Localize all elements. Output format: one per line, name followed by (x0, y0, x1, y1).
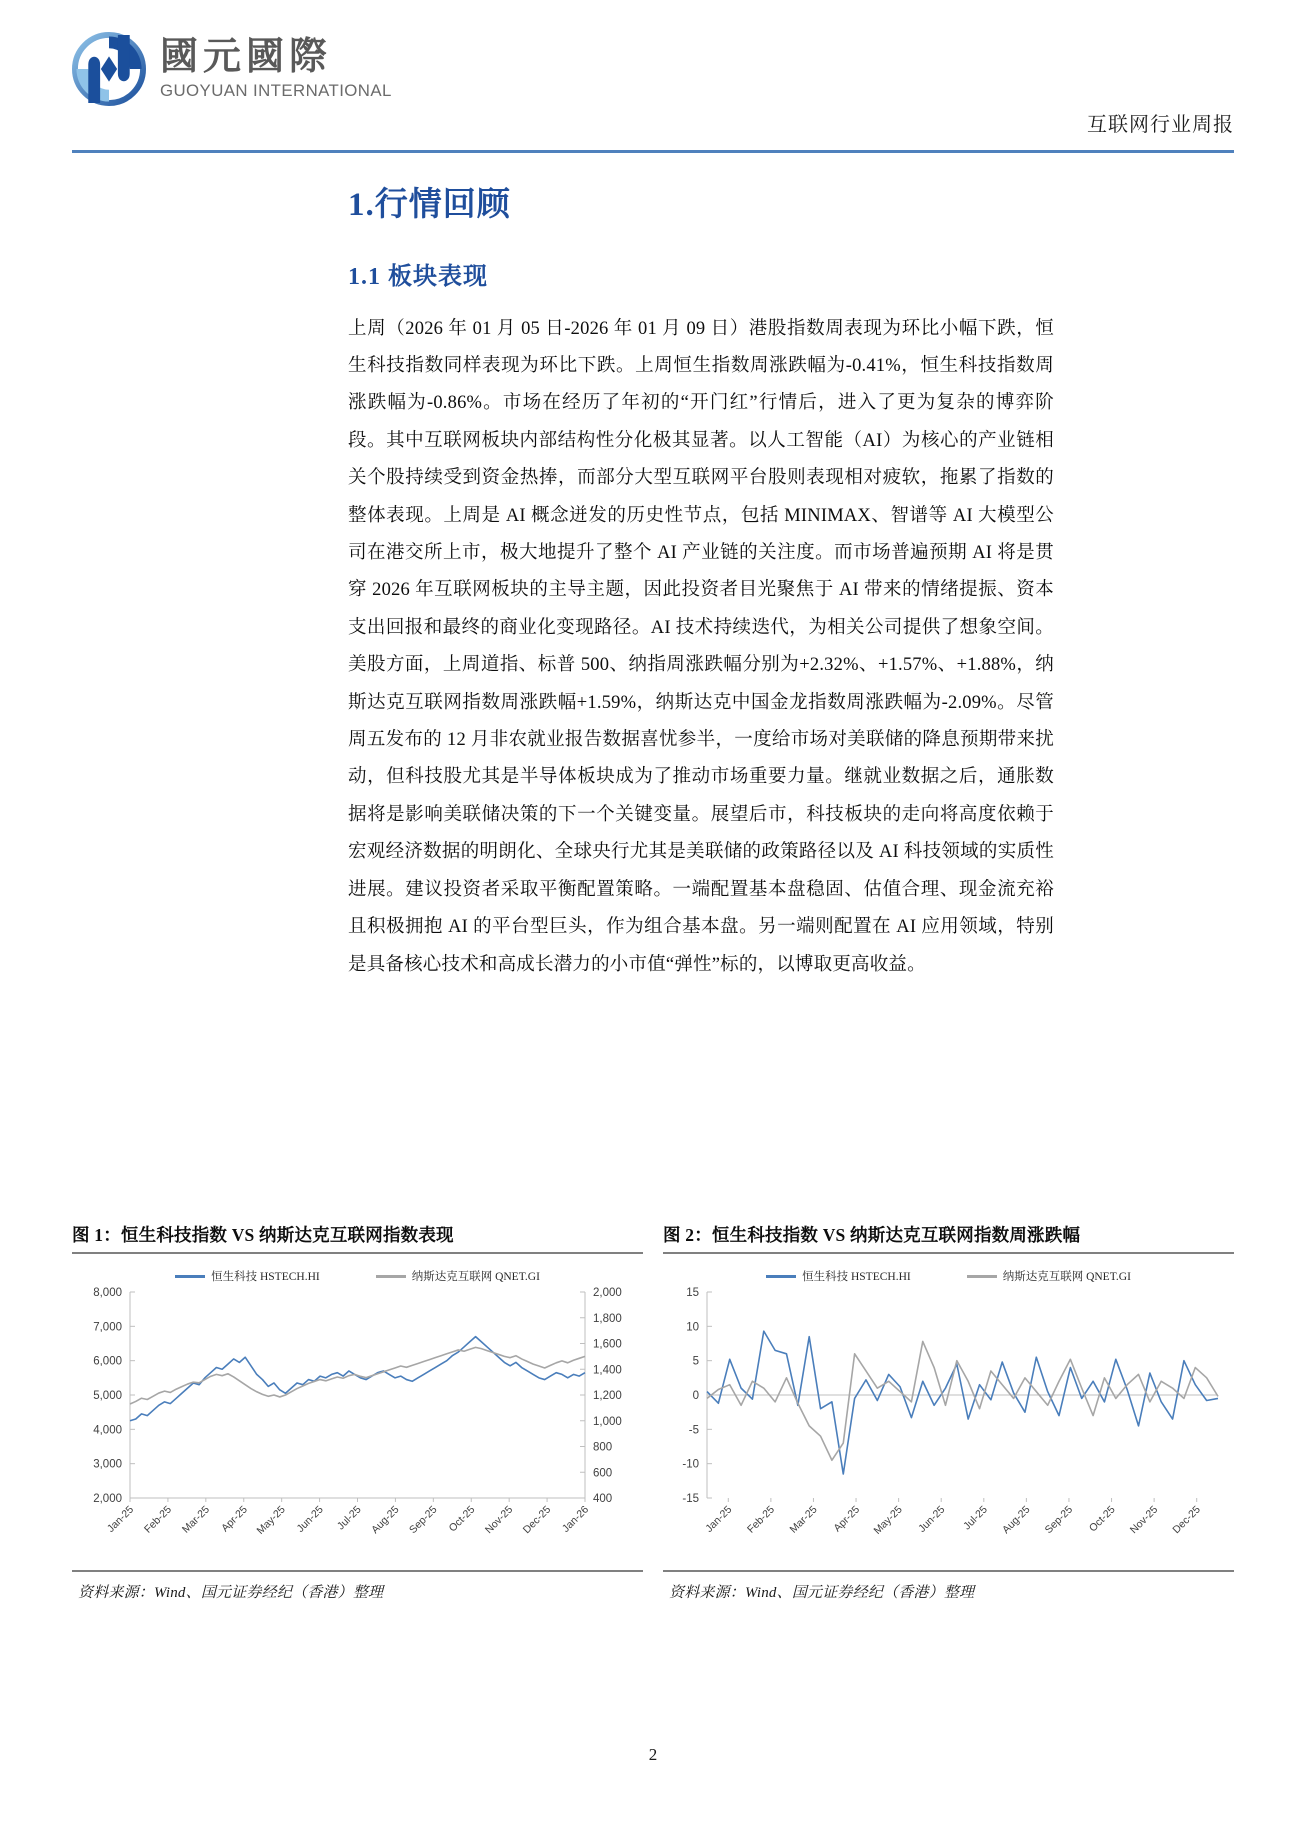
document-body (72, 160, 1234, 984)
svg-text:Jan-25: Jan-25 (703, 1503, 735, 1535)
svg-text:5: 5 (692, 1355, 699, 1368)
figure-2-legend (663, 1254, 1234, 1284)
figure-2-chart (663, 1252, 1234, 1572)
body-paragraph: 上周（2026 年 01 月 05 日-2026 年 01 月 09 日）港股指数周表现为环比小幅下跌，恒生科技指数同样表现为环比下跌。上周恒生指数周涨跌幅为-0.41%，恒生科技指数周涨跌幅为-0.86%。市场在经历了年初的“开门红”行情后，进入了更为复杂的博弈阶段。其中互联网板块内部结构性分化极其显著。以人工智能（AI）为核心的产业链相关个股持续受到资金热捧，而部分大型互联网平台股则表现相对疲软，拖累了指数的整体表现。上周是 AI 概念迸发的历史性节点，包括 MINIMAX、智谱等 AI 大模型公司在港交所上市，极大地提升了整个 AI 产业链的关注度。而市场普遍预期 AI 将是贯穿 2026 年互联网板块的主导主题，因此投资者目光聚焦于 AI 带来的情绪提振、资本支出回报和最终的商业化变现路径。AI 技术持续迭代，为相关公司提供了想象空间。美股方面，上周道指、标普 500、纳指周涨跌幅分别为+2.32%、+1.57%、+1.88%，纳斯达克互联网指数周涨跌幅+1.59%，纳斯达克中国金龙指数周涨跌幅为-2.09%。尽管周五发布的 12 月非农就业报告数据喜忧参半，一度给市场对美联储的降息预期带来扰动，但科技股尤其是半导体板块成为了推动市场重要力量。继就业数据之后，通胀数据将是影响美联储决策的下一个关键变量。展望后市，科技板块的走向将高度依赖于宏观经济数据的明朗化、全球央行尤其是美联储的政策路径以及 AI 科技领域的实质性进展。建议投资者采取平衡配置策略。一端配置基本盘稳固、估值合理、现金流充裕且积极拥抱 AI 的平台型巨头，作为组合基本盘。另一端则配置在 AI 应用领域，特别是具备核心技术和高成长潜力的小市值“弹性”标的，以博取更高收益。 (348, 318, 1054, 975)
legend-item-hstech (766, 1268, 911, 1284)
svg-text:1,800: 1,800 (593, 1312, 622, 1325)
svg-text:2,000: 2,000 (593, 1287, 622, 1299)
page-header (0, 0, 1306, 152)
svg-text:Jun-25: Jun-25 (294, 1503, 326, 1535)
svg-text:Jul-25: Jul-25 (961, 1503, 990, 1533)
legend-item-hstech (175, 1268, 320, 1284)
svg-text:May-25: May-25 (254, 1503, 288, 1537)
figure-2-plot (663, 1284, 1234, 1556)
svg-text:400: 400 (593, 1493, 613, 1505)
svg-text:7,000: 7,000 (93, 1321, 122, 1334)
svg-text:Sep-25: Sep-25 (407, 1503, 440, 1537)
svg-text:Feb-25: Feb-25 (142, 1503, 175, 1536)
legend-label-qnet: 纳斯达克互联网 QNET.GI (1002, 1271, 1131, 1283)
svg-text:Jan-26: Jan-26 (559, 1503, 592, 1535)
svg-text:Apr-25: Apr-25 (219, 1503, 250, 1535)
svg-text:Nov-25: Nov-25 (482, 1503, 516, 1537)
svg-text:6,000: 6,000 (93, 1355, 122, 1368)
svg-text:1,200: 1,200 (593, 1390, 622, 1402)
legend-item-qnet (967, 1268, 1131, 1284)
logo-english-name: GUOYUAN INTERNATIONAL (160, 81, 392, 100)
figure-2-source: 资料来源：Wind、国元证券经纪（香港）整理 (669, 1585, 975, 1601)
figures-row (72, 1222, 1234, 1602)
legend-label-hstech: 恒生科技 HSTECH.HI (802, 1271, 911, 1283)
svg-text:Oct-25: Oct-25 (1086, 1503, 1118, 1535)
svg-text:Oct-25: Oct-25 (446, 1503, 478, 1535)
svg-text:Sep-25: Sep-25 (1042, 1503, 1076, 1537)
svg-text:1,600: 1,600 (593, 1338, 622, 1351)
page-number: 2 (648, 1745, 658, 1764)
report-type-label: 互联网行业周报 (1087, 114, 1234, 136)
svg-text:2,000: 2,000 (93, 1493, 122, 1505)
svg-text:10: 10 (686, 1321, 699, 1334)
figure-1-plot (72, 1284, 643, 1556)
svg-text:Jan-25: Jan-25 (104, 1503, 137, 1535)
svg-text:Feb-25: Feb-25 (744, 1503, 777, 1536)
legend-swatch-gray-icon (376, 1275, 406, 1278)
svg-text:Nov-25: Nov-25 (1127, 1503, 1161, 1537)
svg-text:4,000: 4,000 (93, 1424, 122, 1437)
svg-text:Mar-25: Mar-25 (179, 1503, 212, 1536)
svg-text:15: 15 (686, 1287, 699, 1299)
figure-1-chart (72, 1252, 643, 1572)
figure-1-caption: 图 1：恒生科技指数 VS 纳斯达克互联网指数表现 (72, 1225, 454, 1245)
svg-text:0: 0 (692, 1390, 699, 1402)
guoyuan-circular-logo-icon (72, 32, 146, 106)
header-divider (72, 150, 1234, 153)
legend-label-qnet: 纳斯达克互联网 QNET.GI (411, 1271, 540, 1283)
svg-text:-10: -10 (682, 1458, 699, 1471)
svg-text:1,400: 1,400 (593, 1364, 622, 1377)
svg-text:1,000: 1,000 (593, 1415, 622, 1428)
svg-text:Aug-25: Aug-25 (1000, 1503, 1033, 1537)
svg-text:Mar-25: Mar-25 (787, 1503, 820, 1536)
svg-text:Dec-25: Dec-25 (1170, 1503, 1203, 1537)
legend-swatch-gray-icon (967, 1275, 997, 1278)
figure-2-caption: 图 2：恒生科技指数 VS 纳斯达克互联网指数周涨跌幅 (663, 1225, 1081, 1245)
svg-text:-15: -15 (682, 1493, 699, 1505)
figure-1 (72, 1222, 643, 1602)
figure-1-source: 资料来源：Wind、国元证券经纪（香港）整理 (78, 1585, 384, 1601)
company-logo (72, 32, 392, 106)
svg-text:May-25: May-25 (871, 1503, 905, 1537)
svg-text:Apr-25: Apr-25 (831, 1503, 863, 1535)
svg-text:-5: -5 (688, 1424, 699, 1437)
svg-text:Dec-25: Dec-25 (520, 1503, 554, 1537)
logo-chinese-name: 國元國際 (160, 35, 333, 78)
svg-text:Jun-25: Jun-25 (916, 1503, 948, 1535)
svg-text:Aug-25: Aug-25 (369, 1503, 402, 1537)
figure-1-legend (72, 1254, 643, 1284)
legend-label-hstech: 恒生科技 HSTECH.HI (211, 1271, 320, 1283)
figure-2 (663, 1222, 1234, 1602)
legend-item-qnet (376, 1268, 540, 1284)
subsection-title: 1.1 板块表现 (348, 263, 488, 290)
svg-text:5,000: 5,000 (93, 1390, 122, 1402)
svg-text:Jul-25: Jul-25 (334, 1503, 364, 1533)
legend-swatch-blue-icon (766, 1275, 796, 1278)
svg-text:800: 800 (593, 1441, 613, 1454)
svg-text:3,000: 3,000 (93, 1458, 122, 1471)
page-title: 1.行情回顾 (348, 187, 511, 223)
svg-text:600: 600 (593, 1467, 613, 1480)
legend-swatch-blue-icon (175, 1275, 205, 1278)
svg-text:8,000: 8,000 (93, 1287, 122, 1299)
